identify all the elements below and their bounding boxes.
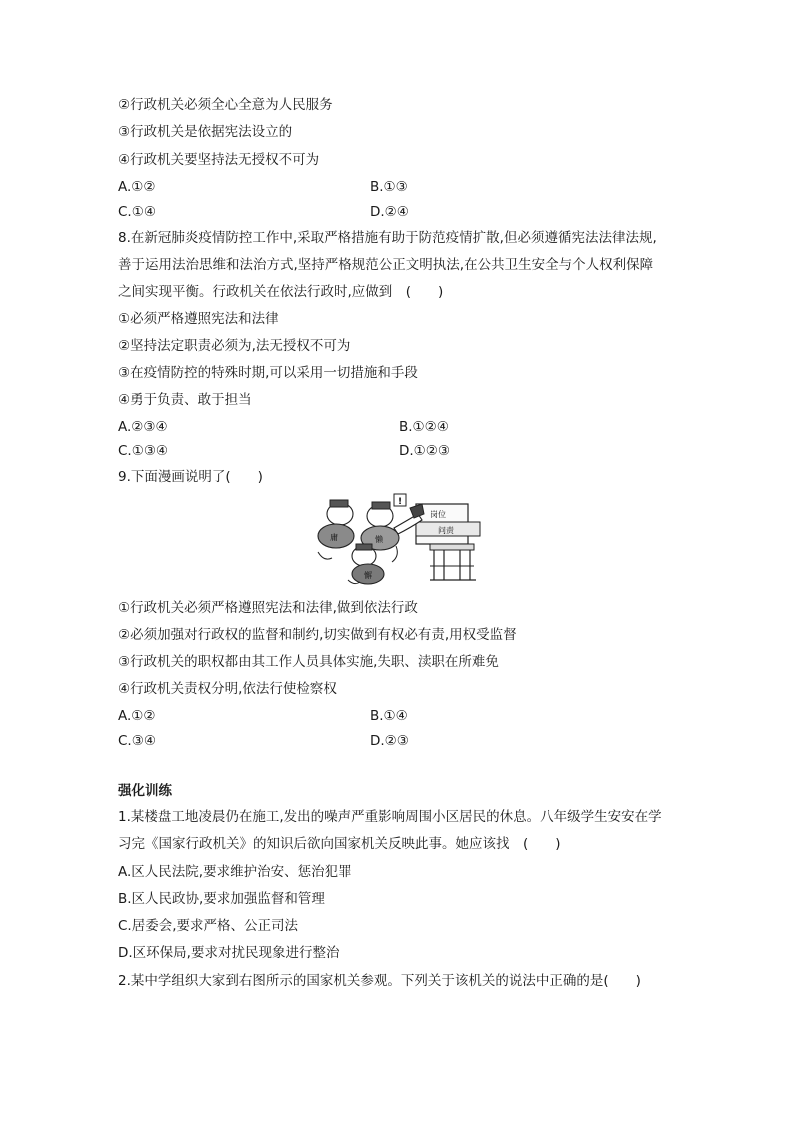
cartoon-figures	[318, 500, 399, 584]
q7-option-b: B.①③	[370, 179, 408, 195]
q7-item-4: ④行政机关要坚持法无授权不可为	[118, 152, 320, 168]
section-title: 强化训练	[118, 783, 172, 799]
q9-cartoon-image	[310, 492, 486, 588]
q8-item-2: ②坚持法定职责必须为,法无授权不可为	[118, 338, 351, 354]
s1-stem-line-2: 习完《国家行政机关》的知识后欲向国家机关反映此事。她应该找 ( )	[118, 836, 561, 852]
q8-option-d: D.①②③	[399, 443, 450, 459]
cartoon-board-bottom-text: 问责	[438, 526, 454, 535]
q7-option-c: C.①④	[118, 204, 156, 220]
q8-item-1: ①必须严格遵照宪法和法律	[118, 311, 279, 327]
q9-option-d: D.②③	[370, 733, 409, 749]
q7-item-2: ②行政机关必须全心全意为人民服务	[118, 97, 333, 113]
q9-item-2: ②必须加强对行政权的监督和制约,切实做到有权必有责,用权受监督	[118, 627, 517, 643]
q9-option-b: B.①④	[370, 708, 408, 724]
s1-option-a: A.区人民法院,要求维护治安、惩治犯罪	[118, 864, 352, 880]
q9-stem: 9.下面漫画说明了( )	[118, 469, 263, 485]
q8-stem-line-2: 善于运用法治思维和法治方式,坚持严格规范公正文明执法,在公共卫生安全与个人权利保障	[118, 257, 654, 273]
cartoon-exclaim-bubble	[394, 494, 406, 507]
q7-option-d: D.②④	[370, 204, 409, 220]
svg-text:!: !	[398, 497, 403, 507]
q9-option-a: A.①②	[118, 708, 156, 724]
q8-option-a: A.②③④	[118, 419, 168, 435]
cartoon-board-top-text: 岗位	[430, 510, 446, 519]
cartoon-badge-2: 懒	[375, 535, 383, 544]
q7-option-a: A.①②	[118, 179, 156, 195]
q9-item-1: ①行政机关必须严格遵照宪法和法律,做到依法行政	[118, 600, 418, 616]
q8-option-c: C.①③④	[118, 443, 169, 459]
cartoon-desk	[416, 504, 480, 580]
q8-stem-line-1: 8.在新冠肺炎疫情防控工作中,采取严格措施有助于防范疫情扩散,但必须遵循宪法法律法规,	[118, 230, 657, 246]
s1-stem-line-1: 1.某楼盘工地凌晨仍在施工,发出的噪声严重影响周围小区居民的休息。八年级学生安安在学	[118, 809, 662, 825]
q9-item-3: ③行政机关的职权都由其工作人员具体实施,失职、渎职在所难免	[118, 654, 499, 670]
q8-stem-line-3: 之间实现平衡。行政机关在依法行政时,应做到 ( )	[118, 284, 444, 300]
s1-option-b: B.区人民政协,要求加强监督和管理	[118, 891, 325, 907]
q9-option-c: C.③④	[118, 733, 156, 749]
q8-option-b: B.①②④	[399, 419, 449, 435]
s1-option-c: C.居委会,要求严格、公正司法	[118, 918, 299, 934]
s1-option-d: D.区环保局,要求对扰民现象进行整治	[118, 945, 340, 961]
cartoon-badge-3: 懈	[364, 571, 372, 580]
cartoon-badge-1: 庸	[330, 533, 338, 542]
s2-stem: 2.某中学组织大家到右图所示的国家机关参观。下列关于该机关的说法中正确的是( )	[118, 973, 641, 989]
q7-item-3: ③行政机关是依据宪法设立的	[118, 124, 293, 140]
q9-item-4: ④行政机关责权分明,依法行使检察权	[118, 681, 337, 697]
q8-item-3: ③在疫情防控的特殊时期,可以采用一切措施和手段	[118, 365, 418, 381]
q8-item-4: ④勇于负责、敢于担当	[118, 392, 252, 408]
